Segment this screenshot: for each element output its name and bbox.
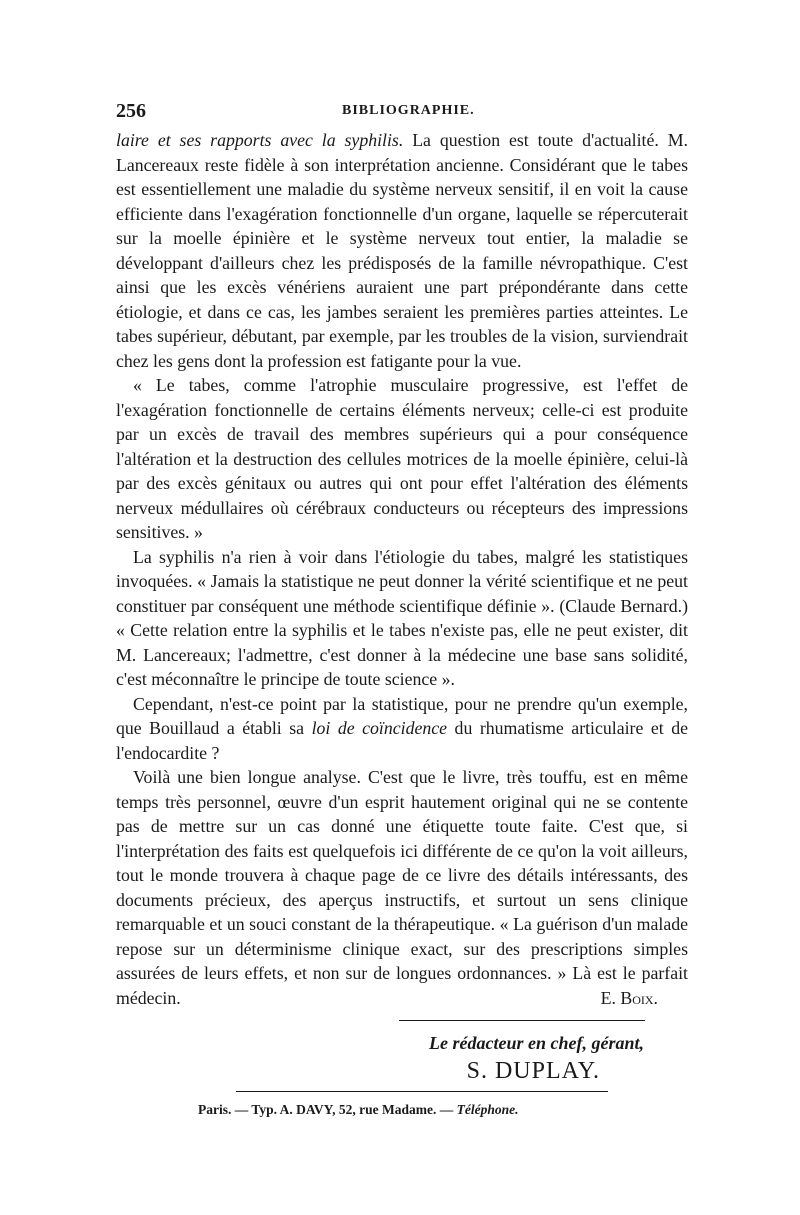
paragraph-5: Voilà une bien longue analyse. C'est que le livre, très touffu, est en même temps très personnel, œuvre d'un esprit hautement original qui ne se contente pas de mettre sur un cas donné une étiquette toute faite. C'est que, si l'interprétation des faits est quelquefois ici différente de ce qu'on la voit ailleurs, tout le monde trouvera à chaque page de ce livre des détails intéressants, des documents précieux, des aperçus instructifs, et surtout un sens clinique remarquable et un souci constant de la thérapeutique. « La guérison d'un malade repose sur un déterminisme clinique exact, sur des prescriptions simples assurées de leurs effets, et non sur de longues ordonnances. » Là est le parfait médecin. — [116, 767, 688, 1008]
divider-short — [399, 1020, 645, 1021]
editor-name: S. DUPLAY. — [466, 1058, 600, 1084]
running-title: BIBLIOGRAPHIE. — [342, 103, 475, 118]
page-number: 256 — [116, 100, 146, 122]
paragraph-1-italic-lead: laire et ses rapports avec la syphilis. — [116, 130, 404, 150]
printer-imprint — [198, 1102, 688, 1118]
paragraph-4-after: du rhumatisme articulaire et de l'endocardite ? — [116, 718, 688, 763]
imprint-phone: Téléphone. — [456, 1102, 519, 1117]
paragraph-4 — [116, 692, 688, 766]
colophon — [116, 1020, 688, 1118]
paragraph-1 — [116, 128, 688, 373]
article-body — [116, 128, 688, 1010]
editor-role: Le rédacteur en chef, gérant, — [429, 1033, 644, 1053]
review-signature: E. Boix. — [600, 987, 658, 1008]
running-head — [116, 100, 688, 128]
paragraph-5-block — [116, 765, 688, 1010]
paragraph-2-quote: « Le tabes, comme l'atrophie musculaire progressive, est l'effet de l'exagération fonctionnelle de certains éléments nerveux; celle-ci est produite par un excès de travail des membres supérieurs qui a pour conséquence l'altération et la destruction des cellules motrices de la moelle épinière, celui-là par des excès génitaux ou autres qui ont pour effet l'altération des éléments nerveux médullaires où cérébraux conducteurs ou récepteurs des impressions sensitives. » — [116, 375, 688, 542]
paragraph-3: La syphilis n'a rien à voir dans l'étiologie du tabes, malgré les statistiques invoquées. « Jamais la statistique ne peut donner la vérité scientifique et ne peut constituer par conséquent une méthode scientifique définie ». (Claude Bernard.) « Cette relation entre la syphilis et le tabes n'existe pas, elle ne peut exister, dit M. Lancereaux; l'admettre, c'est donner à la médecine une base sans solidité, c'est méconnaître le principe de toute science ». — [116, 546, 688, 689]
paragraph-4-italic: loi de coïncidence — [311, 718, 448, 738]
divider-long — [236, 1091, 608, 1092]
journal-page — [116, 100, 688, 1118]
imprint-text: Paris. — Typ. A. DAVY, 52, rue Madame. — — [198, 1102, 457, 1117]
paragraph-4-before: Cependant, n'est-ce point par la statistique, pour ne prendre qu'un exemple, que Bouillaud a établi sa — [116, 693, 688, 738]
paragraph-1-text: La question est toute d'actualité. M. Lancereaux reste fidèle à son interprétation ancienne. Considérant que le tabes est essentiellement une maladie du système nerveux sensitif, il en voit la cause efficiente dans l'exagération fonctionnelle d'un organe, laquelle se répercuterait sur la moelle épinière et le système nerveux tout entier, la maladie se développant d'ailleurs chez les prédisposés de la famille névropathique. C'est ainsi que les excès vénériens auraient une part prépondérante dans cette étiologie, et dans ce cas, les jambes seraient les premières parties atteintes. Le tabes supérieur, débutant, par exemple, par les troubles de la vision, surviendrait chez les gens dont la profession est fatigante pour la vue. — [116, 130, 688, 371]
